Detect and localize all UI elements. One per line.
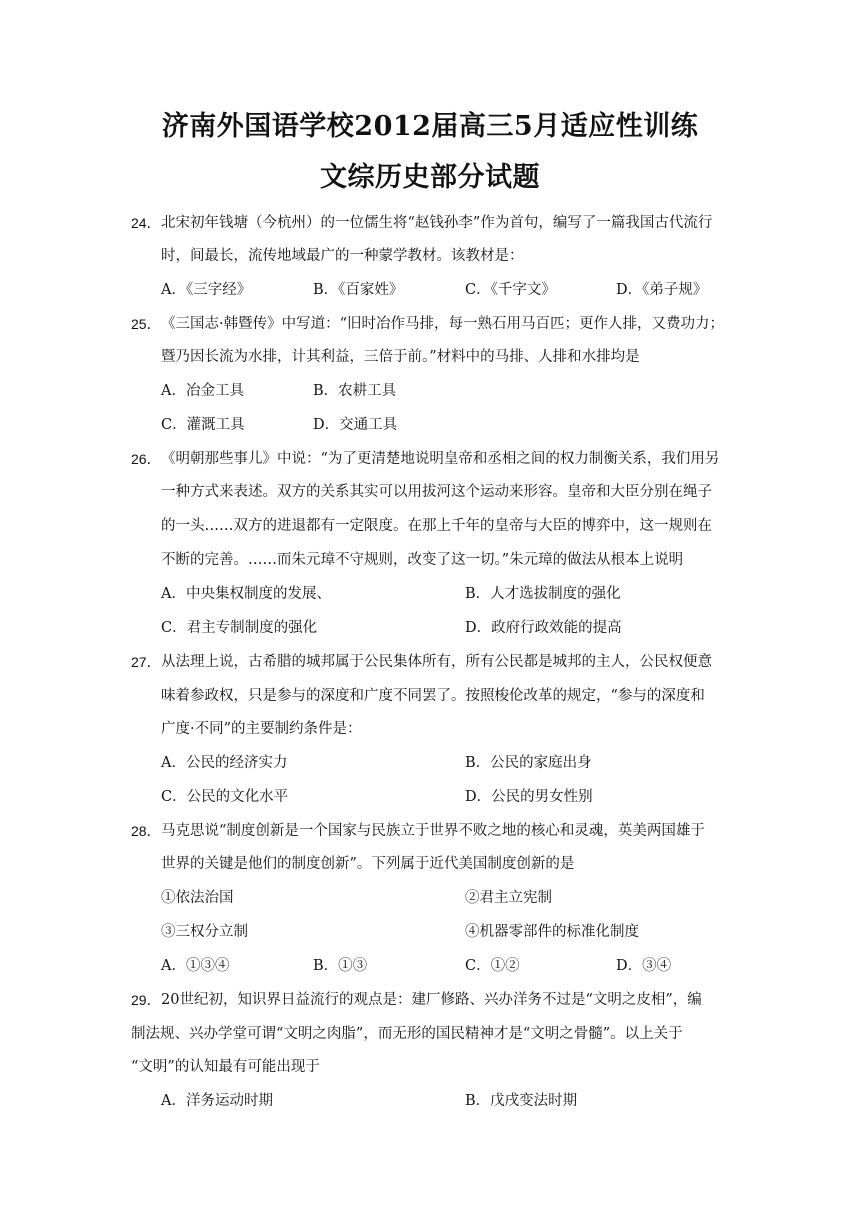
- question-number: 26．: [131, 451, 161, 467]
- statement-3: ③三权分立制: [161, 924, 248, 940]
- question-number: 29．: [131, 992, 161, 1008]
- question-text-line: 不断的完善。……而朱元璋不守规则，改变了这一切。”朱元璋的做法从根本上说明: [161, 552, 684, 568]
- question-number: 25．: [131, 316, 161, 332]
- question-text-line: 马克思说“制度创新是一个国家与民族立于世界不败之地的核心和灵魂，英美两国雄于: [161, 823, 705, 839]
- question-text-line: 味着参政权，只是参与的深度和广度不同罢了。按照梭伦改革的规定，“参与的深度和: [161, 688, 705, 704]
- option-b: B．公民的家庭出身: [465, 755, 592, 771]
- option-c: C．君主专制制度的强化: [161, 620, 318, 636]
- question-text-line: 北宋初年钱塘（今杭州）的一位儒生将“赵钱孙李”作为首句，编写了一篇我国古代流行: [161, 215, 713, 231]
- question-text-line: 20世纪初，知识界日益流行的观点是：建厂修路、兴办洋务不过是“文明之皮相”，编: [161, 992, 702, 1008]
- question-text-line: 暨乃因长流为水排，计其利益，三倍于前。”材料中的马排、人排和水排均是: [161, 349, 640, 365]
- option-b: B．①③: [313, 958, 368, 974]
- question-text-line: “文明”的认知最有可能出现于: [131, 1059, 320, 1075]
- question-text-line: 广度·不同”的主要制约条件是：: [161, 721, 362, 737]
- option-c: C．公民的文化水平: [161, 789, 289, 805]
- option-d: D．交通工具: [313, 417, 398, 433]
- option-b: B．戊戌变法时期: [465, 1093, 578, 1109]
- question-text-line: 一种方式来表述。双方的关系其实可以用拔河这个运动来形容。皇帝和大臣分别在绳子: [161, 484, 712, 500]
- question-text-line: 世界的关键是他们的制度创新”。下列属于近代美国制度创新的是: [161, 856, 575, 872]
- question-text-line: 制法规、兴办学堂可谓“文明之肉脂”，而无形的国民精神才是“文明之骨髓”。以上关于: [131, 1026, 683, 1042]
- option-b: B．《百家姓》: [313, 282, 404, 298]
- option-d: D．③④: [616, 958, 672, 974]
- option-b: B．人才选拔制度的强化: [465, 586, 621, 602]
- statement-1: ①依法治国: [161, 890, 234, 906]
- statement-2: ②君主立宪制: [465, 890, 552, 906]
- option-a: A．冶金工具: [161, 383, 244, 399]
- option-b: B．农耕工具: [313, 383, 397, 399]
- question-text-line: 从法理上说，古希腊的城邦属于公民集体所有，所有公民都是城邦的主人，公民权便意: [161, 654, 712, 670]
- option-c: C．《千字文》: [465, 282, 556, 298]
- question-text-line: 《三国志·韩暨传》中写道：“旧时冶作马排，每一熟石用马百匹；更作人排，又费功力；: [161, 316, 725, 332]
- option-a: A．中央集权制度的发展、: [161, 586, 331, 602]
- exam-title-line1: 济南外国语学校2012届高三5月适应性训练: [161, 111, 699, 142]
- option-d: D．公民的男女性别: [465, 789, 593, 805]
- question-number: 27．: [131, 654, 161, 670]
- statement-4: ④机器零部件的标准化制度: [465, 924, 639, 940]
- option-c: C．灌溉工具: [161, 417, 245, 433]
- option-d: D．《弟子规》: [616, 282, 708, 298]
- option-d: D．政府行政效能的提高: [465, 620, 622, 636]
- question-text-line: 时，间最长，流传地域最广的一种蒙学教材。该教材是：: [161, 248, 524, 264]
- option-a: A．公民的经济实力: [161, 755, 288, 771]
- option-a: A．洋务运动时期: [161, 1093, 273, 1109]
- option-a: A．《三字经》: [161, 282, 252, 298]
- question-number: 28．: [131, 823, 161, 839]
- question-text-line: 《明朝那些事儿》中说：“为了更清楚地说明皇帝和丞相之间的权力制衡关系，我们用另: [161, 451, 720, 467]
- option-c: C．①②: [465, 958, 520, 974]
- question-text-line: 的一头……双方的进退都有一定限度。在那上千年的皇帝与大臣的博弈中，这一规则在: [161, 518, 712, 534]
- option-a: A．①③④: [161, 958, 230, 974]
- exam-title-line2: 文综历史部分试题: [320, 162, 540, 193]
- question-number: 24．: [131, 215, 161, 231]
